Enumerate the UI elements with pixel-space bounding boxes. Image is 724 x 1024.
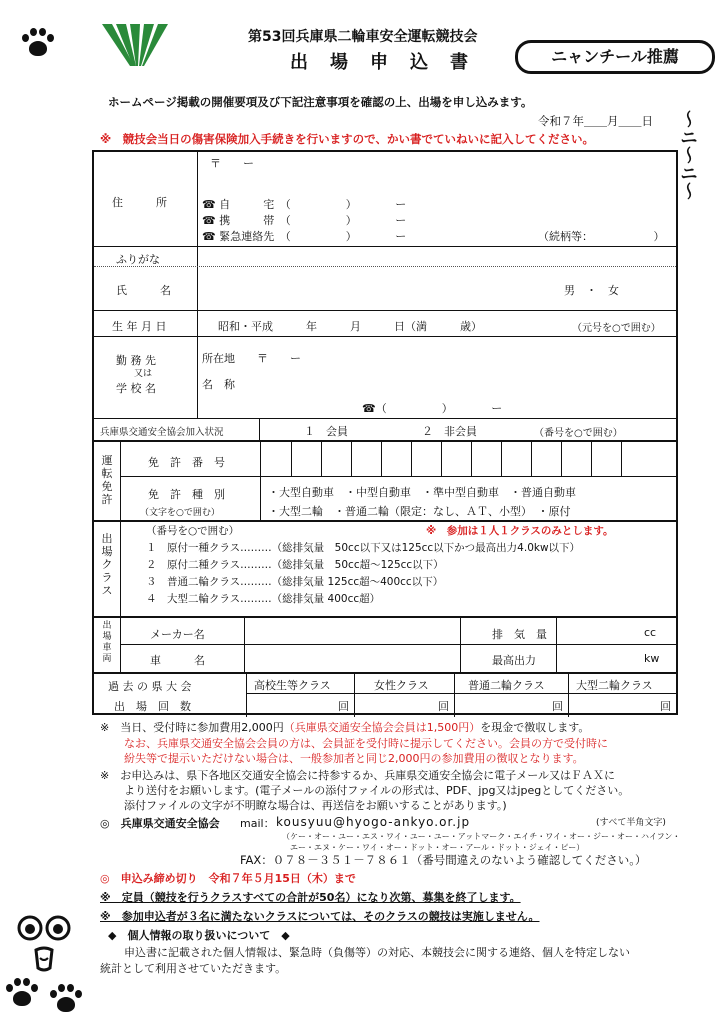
birth-date-field[interactable]: 昭和・平成 年 月 日（満 歳） bbox=[218, 320, 482, 333]
class-option-1[interactable]: １ 原付一種クラス………（総排気量 50cc以下又は125cc以下かつ最高出力4.0kw以下） bbox=[146, 542, 581, 554]
history-label-1: 過 去 の 県 大 会 bbox=[108, 680, 192, 693]
history-col-standard: 普通二輪クラス bbox=[468, 679, 545, 692]
privacy-text-1: 申込書に記載された個人情報は、緊急時（負傷等）の対応、本競技会に関する連絡、個人を特定しない bbox=[124, 946, 630, 959]
history-count-highschool[interactable]: 回 bbox=[338, 700, 349, 713]
furigana-label: ふりがな bbox=[116, 253, 160, 266]
max-power-label: 最高出力 bbox=[492, 654, 536, 667]
model-label: 車 名 bbox=[150, 654, 205, 667]
class-option-2[interactable]: ２ 原付二種クラス………（総排気量 50cc超〜125cc以下） bbox=[146, 559, 444, 571]
note-submit-1: ※ お申込みは、県下各地区交通安全協会に持参するか、兵庫県交通安全協会に電子メール又はＦＡＸに bbox=[100, 769, 615, 782]
association-name: ◎ 兵庫県交通安全協会 bbox=[100, 817, 220, 830]
note-submit-3: 添付ファイルの文字が不明瞭な場合は、再送信をお願いすることがあります。) bbox=[124, 799, 507, 812]
side-doodle: 〜ニ〜ニ〜 bbox=[677, 110, 698, 200]
gender-select[interactable]: 男 ・ 女 bbox=[564, 284, 619, 297]
work-name-field[interactable]: 名 称 bbox=[202, 378, 235, 391]
cc-unit: cc bbox=[644, 626, 657, 639]
history-col-women: 女性クラス bbox=[374, 679, 429, 692]
privacy-title: ◆ 個人情報の取り扱いについて ◆ bbox=[108, 929, 290, 942]
association-logo-icon bbox=[100, 22, 176, 68]
association-nonmember-option[interactable]: ２ 非会員 bbox=[422, 425, 477, 438]
vehicle-side-label: 出 場 車 両 bbox=[102, 621, 112, 664]
work-location-field[interactable]: 所在地 〒 ー bbox=[202, 352, 301, 365]
paw-print-icon bbox=[20, 28, 56, 60]
maker-label: メーカー名 bbox=[150, 628, 205, 641]
fax-number: FAX：０７８－３５１－７８６１（番号間違えのないよう確認してください。） bbox=[240, 853, 647, 867]
mail-reading-1: （ケー・オー・ユー・エス・ワイ・ユー・ユー・アットマーク・エイチ・ワイ・オー・ジー・オー・ハイフン・ bbox=[282, 832, 681, 841]
association-label: 兵庫県交通安全協会加入状況 bbox=[100, 427, 224, 438]
license-number-field[interactable] bbox=[261, 441, 676, 476]
association-note: （番号を○で囲む） bbox=[534, 428, 623, 439]
model-field[interactable] bbox=[245, 645, 459, 671]
work-phone-field[interactable]: ☎（ ） ー bbox=[362, 402, 503, 415]
maker-field[interactable] bbox=[245, 617, 459, 643]
note-member-1: なお、兵庫県交通安全協会会員の方は、会員証を受付時に提示してください。会員の方で受付時に bbox=[124, 737, 608, 750]
history-count-standard[interactable]: 回 bbox=[552, 700, 563, 713]
badge-recommendation: ニャンチール推薦 bbox=[515, 40, 715, 74]
event-subtitle: 第53回兵庫県二輪車安全運転競技会 bbox=[248, 29, 478, 45]
paw-print-icon bbox=[4, 978, 40, 1010]
paw-print-icon bbox=[48, 984, 84, 1016]
license-number-label: 免 許 番 号 bbox=[148, 456, 225, 469]
mail-note: (すべて半角文字) bbox=[596, 818, 666, 828]
deadline: ◎ 申込み締め切り 令和７年５月15日（木）まで bbox=[100, 872, 356, 885]
school-label: 学 校 名 bbox=[116, 382, 156, 395]
license-type-label: 免 許 種 別 bbox=[148, 488, 225, 501]
class-warning: ※ 参加は１人１クラスのみとします。 bbox=[426, 525, 614, 537]
kw-unit: kw bbox=[644, 652, 660, 665]
history-label-2: 出 場 回 数 bbox=[114, 700, 191, 713]
license-type-row1[interactable]: ・大型自動車 ・中型自動車 ・準中型自動車 ・普通自動車 bbox=[268, 486, 576, 499]
postal-field[interactable]: 〒 ー bbox=[210, 157, 254, 170]
workplace-label: 勤 務 先 bbox=[116, 354, 156, 367]
history-count-women[interactable]: 回 bbox=[438, 700, 449, 713]
page-title: 出 場 申 込 書 bbox=[290, 52, 470, 73]
class-option-4[interactable]: ４ 大型二輪クラス………（総排気量 400cc超） bbox=[146, 593, 381, 605]
history-col-large: 大型二輪クラス bbox=[576, 679, 653, 692]
license-type-note: （文字を○で囲む） bbox=[140, 508, 220, 518]
cat-face-icon bbox=[14, 912, 76, 974]
class-side-label: 出 場 ク ラ ス bbox=[101, 532, 113, 597]
intro-text: ホームページ掲載の開催要項及び下記注意事項を確認の上、出場を申し込みます。 bbox=[108, 95, 533, 109]
birth-label: 生 年 月 日 bbox=[112, 320, 167, 333]
furigana-field[interactable] bbox=[198, 248, 676, 265]
association-member-option[interactable]: １ 会員 bbox=[304, 425, 348, 438]
privacy-text-2: 統計として利用させていただきます。 bbox=[100, 962, 287, 975]
history-count-large[interactable]: 回 bbox=[660, 700, 671, 713]
application-form bbox=[92, 150, 678, 715]
license-type-row2[interactable]: ・大型二輪 ・普通二輪（限定：なし、ＡＴ、小型） ・原付 bbox=[268, 505, 571, 518]
note-member-2: 紛失等で提示いただけない場合は、一般参加者と同じ2,000円の参加費用の徴収となります。 bbox=[124, 752, 584, 765]
note-capacity: ※ 定員（競技を行うクラスすべての合計が50名）になり次第、募集を終了します。 bbox=[100, 891, 521, 904]
warning-text: ※ 競技会当日の傷害保険加入手続きを行いますので、かい書でていねいに記入してください。 bbox=[100, 132, 594, 146]
note-minimum: ※ 参加申込者が３名に満たないクラスについては、そのクラスの競技は実施しません。 bbox=[100, 910, 540, 923]
class-note: （番号を○で囲む） bbox=[146, 525, 240, 537]
relation-field[interactable]: （続柄等： ） bbox=[538, 230, 665, 243]
date-line: 令和７年＿＿月＿＿日 bbox=[538, 114, 653, 128]
emergency-phone-field[interactable]: ☎ 緊急連絡先 （ ） ー bbox=[202, 230, 407, 243]
workplace-or-label: 又は bbox=[134, 369, 153, 379]
mail-label: mail： bbox=[240, 817, 275, 830]
mail-link[interactable]: kousyuu@hyogo-ankyo.or.jp bbox=[276, 815, 471, 829]
note-submit-2: より送付をお願いします。(電子メールの添付ファイルの形式は、PDF、jpg又はjpegとしてください。 bbox=[124, 784, 630, 797]
note-fee: ※ 当日、受付時に参加費用2,000円（兵庫県交通安全協会会員は1,500円）を現金で徴収します。 bbox=[100, 721, 590, 734]
birth-note: （元号を○で囲む） bbox=[572, 323, 661, 334]
history-col-highschool: 高校生等クラス bbox=[254, 679, 331, 692]
mobile-phone-field[interactable]: ☎ 携 帯 （ ） ー bbox=[202, 214, 407, 227]
mail-reading-2: エー・エヌ・ケー・ワイ・オー・ドット・オー・アール・ドット・ジェイ・ピー） bbox=[290, 843, 585, 852]
name-label: 氏 名 bbox=[116, 284, 171, 297]
address-label: 住 所 bbox=[112, 196, 167, 209]
displacement-label: 排 気 量 bbox=[492, 628, 547, 641]
home-phone-field[interactable]: ☎ 自 宅 （ ） ー bbox=[202, 198, 407, 211]
class-option-3[interactable]: ３ 普通二輪クラス………（総排気量 125cc超〜400cc以下） bbox=[146, 576, 444, 588]
license-side-label: 運 転 免 許 bbox=[101, 454, 113, 506]
